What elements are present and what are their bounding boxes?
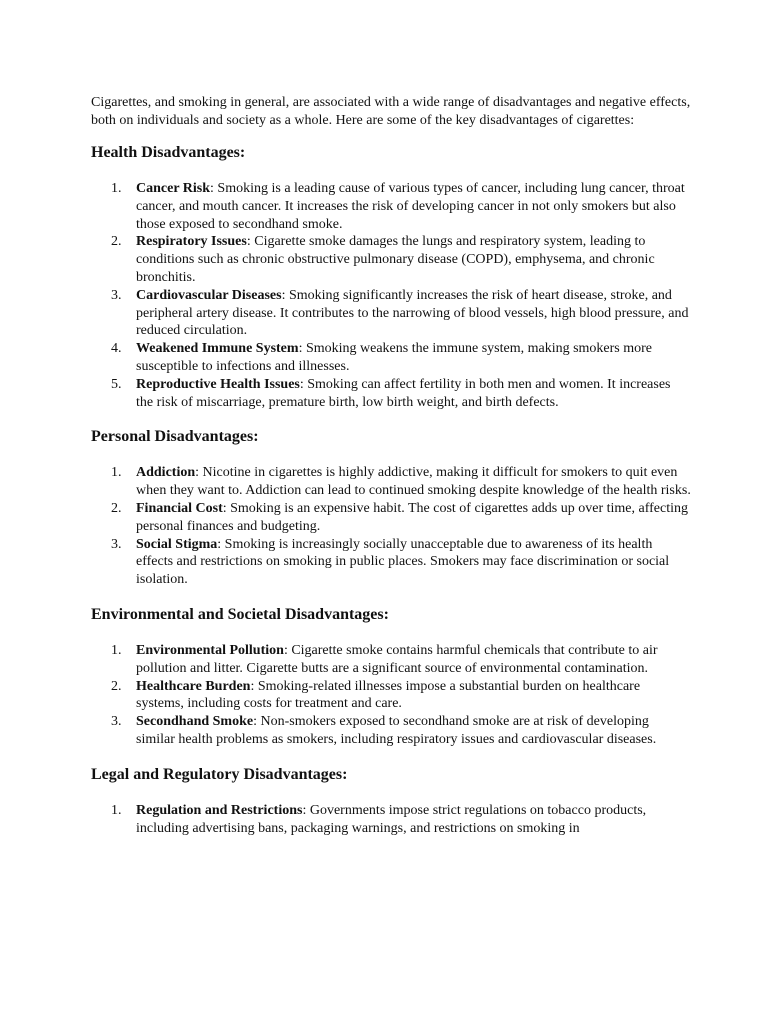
list-item-text: : Smoking-related illnesses impose a substantial burden on healthcare systems, including costs for treatment and care. bbox=[136, 678, 641, 712]
section-heading: Personal Disadvantages: bbox=[91, 428, 259, 446]
list-item-text: : Governments impose strict regulations on tobacco products, including advertising bans, packaging warnings, and restrictions on smoking in bbox=[136, 802, 647, 836]
list-item bbox=[91, 642, 691, 678]
list-item-term: Social Stigma bbox=[136, 536, 218, 552]
list-item-number: 2. bbox=[111, 500, 122, 516]
list-item-text: : Smoking is an expensive habit. The cost of cigarettes adds up over time, affecting personal finances and budgeting. bbox=[136, 500, 688, 534]
list-item-number: 4. bbox=[111, 341, 122, 357]
list-item-number: 2. bbox=[111, 678, 122, 694]
list-item bbox=[91, 678, 691, 714]
list-item-number: 3. bbox=[111, 536, 122, 552]
list-item-number: 2. bbox=[111, 234, 122, 250]
list-item bbox=[91, 713, 691, 749]
list-item bbox=[91, 500, 691, 536]
list-item-term: Cardiovascular Diseases bbox=[136, 287, 282, 303]
list-item-text: : Smoking weakens the immune system, making smokers more susceptible to infections and illnesses. bbox=[136, 341, 653, 374]
list-item-term: Respiratory Issues bbox=[136, 234, 247, 250]
list-item bbox=[91, 536, 691, 589]
list-item bbox=[91, 802, 691, 838]
numbered-list bbox=[91, 464, 691, 589]
section-heading: Legal and Regulatory Disadvantages: bbox=[91, 765, 348, 783]
list-item-number: 1. bbox=[111, 465, 122, 481]
list-item-term: Regulation and Restrictions bbox=[136, 802, 303, 818]
section-heading: Environmental and Societal Disadvantages: bbox=[91, 605, 389, 623]
sections-container bbox=[91, 143, 691, 837]
list-item bbox=[91, 464, 691, 500]
numbered-list bbox=[91, 802, 691, 838]
list-item-number: 3. bbox=[111, 714, 122, 730]
list-item-term: Healthcare Burden bbox=[136, 678, 251, 694]
list-item-number: 1. bbox=[111, 802, 122, 818]
list-item-term: Financial Cost bbox=[136, 500, 223, 516]
list-item-number: 1. bbox=[111, 642, 122, 658]
list-item-term: Addiction bbox=[136, 465, 196, 481]
list-item bbox=[91, 340, 691, 376]
list-item-text: : Cigarette smoke damages the lungs and respiratory system, leading to conditions such as chronic obstructive pulmonary disease (COPD), emphysema, and chronic bronchitis. bbox=[136, 234, 655, 285]
intro-paragraph: Cigarettes, and smoking in general, are associated with a wide range of disadvantages and negative effects, both on individuals and society as a whole. Here are some of the key disadvantages of cigarettes: bbox=[91, 95, 691, 128]
list-item-number: 1. bbox=[111, 181, 122, 196]
document-body bbox=[91, 94, 691, 853]
list-item bbox=[91, 376, 691, 412]
section-heading: Health Disadvantages: bbox=[91, 144, 246, 161]
list-item-term: Weakened Immune System bbox=[136, 341, 299, 357]
list-item-text: : Smoking significantly increases the risk of heart disease, stroke, and peripheral artery disease. It contributes to the narrowing of blood vessels, high blood pressure, and reduced circulation. bbox=[136, 287, 689, 339]
list-item-term: Secondhand Smoke bbox=[136, 714, 254, 730]
list-item-text: : Non-smokers exposed to secondhand smoke are at risk of developing similar health problems as smokers, including respiratory issues and cardiovascular diseases. bbox=[136, 714, 657, 747]
list-item-text: : Smoking is increasingly socially unacceptable due to awareness of its health effects and restrictions on smoking in public places. Smokers may face discrimination or social isolation. bbox=[136, 536, 670, 588]
list-item-text: : Smoking is a leading cause of various types of cancer, including lung cancer, throat cancer, and mouth cancer. It increases the risk of developing cancer in not only smokers but also those exposed to secondhand smoke. bbox=[136, 181, 685, 232]
list-item-number: 3. bbox=[111, 287, 122, 303]
numbered-list bbox=[91, 180, 691, 411]
numbered-list bbox=[91, 642, 691, 749]
list-item-text: : Nicotine in cigarettes is highly addictive, making it difficult for smokers to quit even when they want to. Addiction can lead to continued smoking despite knowledge of the health risks. bbox=[136, 465, 691, 499]
list-item-text: : Cigarette smoke contains harmful chemicals that contribute to air pollution and litter. Cigarette butts are a significant source of environmental contamination. bbox=[136, 642, 658, 676]
list-item bbox=[91, 180, 691, 233]
list-item bbox=[91, 233, 691, 286]
list-item-term: Environmental Pollution bbox=[136, 642, 284, 658]
list-item-text: : Smoking can affect fertility in both men and women. It increases the risk of miscarriage, premature birth, low birth weight, and birth defects. bbox=[136, 376, 671, 410]
list-item-number: 5. bbox=[111, 376, 122, 392]
list-item bbox=[91, 287, 691, 340]
list-item-term: Reproductive Health Issues bbox=[136, 376, 300, 392]
list-item-term: Cancer Risk bbox=[136, 181, 211, 196]
